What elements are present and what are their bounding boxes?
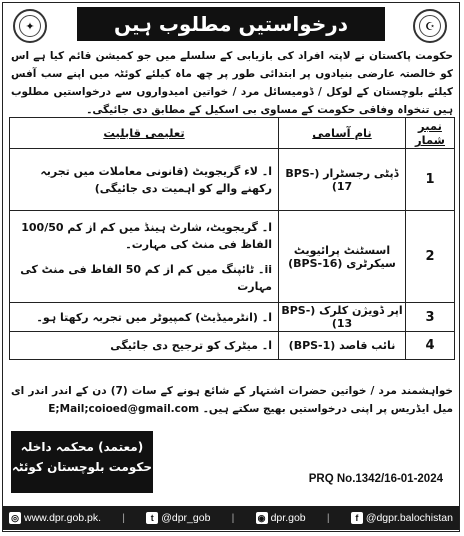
globe-icon: ◎: [9, 512, 21, 524]
jobs-table: [9, 117, 455, 360]
stamp-line1: (معتمد) محکمہ داخلہ: [20, 440, 144, 454]
qualification-line: ii۔ ٹائپنگ میں کم از کم 50 الفاظ فی منٹ کی مہارت: [20, 262, 272, 293]
footer-facebook[interactable]: [351, 512, 453, 524]
balochistan-logo-icon: ✦: [13, 9, 47, 43]
header-sr: نمبر شمار: [406, 118, 455, 149]
closing-paragraph: [11, 382, 453, 418]
row-post: نائب قاصد (BPS-1): [279, 332, 406, 360]
email-link[interactable]: E;Mail;coioed@gmail.com: [48, 403, 200, 415]
row-post: اپر ڈویژن کلرک (BPS-13): [279, 303, 406, 332]
qualification-line: ا۔ لاء گریجویٹ (قانونی معاملات میں تجربہ رکھنے والے کو اہمیت دی جائیگی): [40, 164, 272, 195]
footer-twitter[interactable]: [146, 512, 210, 524]
facebook-icon: f: [351, 512, 363, 524]
row-qualification: [10, 211, 279, 303]
row-qualification: [10, 332, 279, 360]
row-qualification: [10, 149, 279, 211]
qualification-line: ا۔ (انٹرمیڈیٹ) کمپیوٹر میں تجربہ رکھتا ہو۔: [36, 310, 272, 324]
table-row: [10, 211, 455, 303]
table-row: [10, 303, 455, 332]
footer-website[interactable]: [9, 512, 101, 524]
closing-text: خواہشمند مرد / خواتین حضرات اشتہار کے شائع ہونے کے سات (7) دن کے اندر اندر ای میل ایڈریس پر اپنی درخواستیں بھیج سکتے ہیں۔: [11, 385, 453, 415]
row-post: ڈپٹی رجسٹرار (BPS-17): [279, 149, 406, 211]
qualification-line: ا۔ گریجویٹ، شارٹ ہینڈ میں کم از کم 100/50 الفاظ فی منٹ کی مہارت۔: [21, 220, 272, 251]
row-sr: 1: [406, 149, 455, 211]
row-sr: 3: [406, 303, 455, 332]
website-link[interactable]: www.dpr.gob.pk.: [24, 512, 102, 524]
instagram-link[interactable]: dpr.gob: [270, 512, 306, 524]
row-sr: 4: [406, 332, 455, 360]
header-qualification: تعلیمی قابلیت: [10, 118, 279, 149]
header-post: نام آسامی: [279, 118, 406, 149]
government-seal-icon: ☪: [413, 9, 447, 43]
table-row: [10, 332, 455, 360]
prq-number: PRQ No.1342/16-01-2024: [308, 473, 443, 485]
footer-instagram[interactable]: [256, 512, 306, 524]
qualification-line: ا۔ میٹرک کو ترجیح دی جائیگی: [110, 339, 272, 352]
row-qualification: [10, 303, 279, 332]
row-sr: 2: [406, 211, 455, 303]
footer-bar: ◎ www.dpr.gob.pk. | t @dpr_gob | ◉ dpr.gob | f @dgpr.balochistan: [3, 506, 459, 530]
authority-stamp: [11, 431, 153, 493]
facebook-link[interactable]: @dgpr.balochistan: [365, 512, 453, 524]
intro-paragraph: حکومت پاکستان نے لاپتہ افراد کی بازیابی کے سلسلے میں جو کمیشن قائم کیا ہے اس کو خالصتہ عارضی بنیادوں پر ابتدائی طور پر چھ ماہ کیلئے کوئٹہ میں اپنے سب آفس کیلئے بلوچستان کے لوکل / ڈومیسائل مرد / خواتین امیدواروں سے درخواستیں مطلوب ہیں تنخواہ وفاقی حکومت کے مساوی بی اسکیل کے مطابق دی جائیگی۔: [11, 50, 453, 116]
instagram-icon: ◉: [256, 512, 268, 524]
twitter-icon: t: [146, 512, 158, 524]
stamp-line2: حکومت بلوچستان کوئٹہ: [11, 460, 152, 474]
row-post: اسسٹنٹ پرائیویٹ سیکرٹری (BPS-16): [279, 211, 406, 303]
table-header-row: [10, 118, 455, 149]
table-row: [10, 149, 455, 211]
page-title: درخواستیں مطلوب ہیں: [77, 7, 385, 41]
advertisement-page: [2, 2, 460, 532]
twitter-link[interactable]: @dpr_gob: [161, 512, 211, 524]
